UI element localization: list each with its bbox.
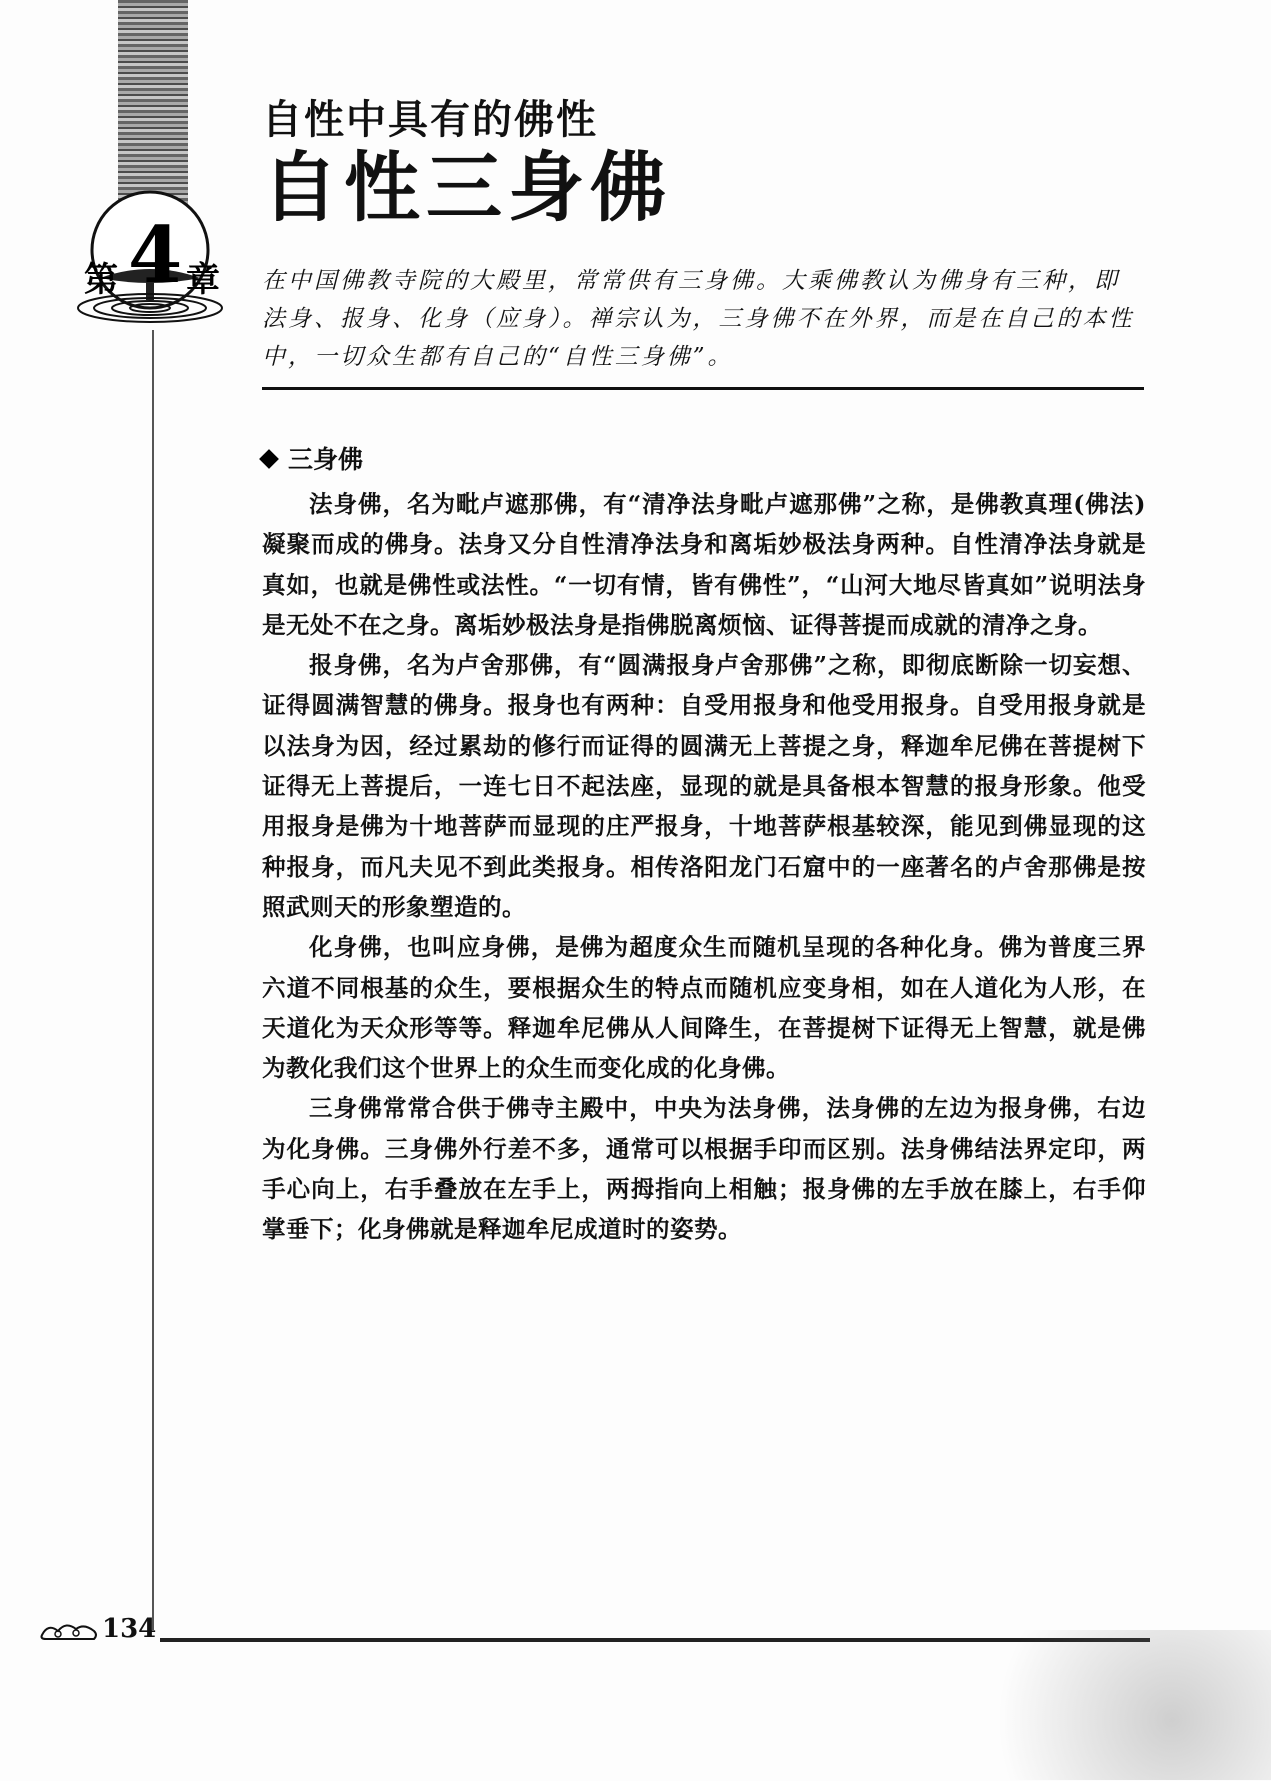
cloud-swirl-icon <box>38 1617 102 1645</box>
chapter-badge <box>70 190 230 340</box>
chapter-suffix: 章 <box>186 260 220 300</box>
page-number: 134 <box>102 1614 157 1644</box>
section-body <box>262 484 1146 1250</box>
decorative-band <box>118 0 188 210</box>
paragraph: 法身佛，名为毗卢遮那佛，有“清净法身毗卢遮那佛”之称，是佛教真理(佛法)凝聚而成的佛身。法身又分自性清净法身和离垢妙极法身两种。自性清净法身就是真如，也就是佛性或法性。“一切有情，皆有佛性”，“山河大地尽皆真如”说明法身是无处不在之身。离垢妙极法身是指佛脱离烦恼、证得菩提而成就的清净之身。 <box>262 490 1146 639</box>
chapter-intro: 在中国佛教寺院的大殿里，常常供有三身佛。大乘佛教认为佛身有三种，即法身、报身、化身（应身）。禅宗认为，三身佛不在外界，而是在自己的本性中，一切众生都有自己的“自性三身佛”。 <box>262 268 1135 370</box>
section-heading <box>262 440 363 476</box>
diamond-bullet-icon <box>259 449 279 469</box>
paragraph: 三身佛常常合供于佛寺主殿中，中央为法身佛，法身佛的左边为报身佛，右边为化身佛。三身佛外行差不多，通常可以根据手印而区别。法身佛结法界定印，两手心向上，右手叠放在左手上，两拇指向上相触；报身佛的左手放在膝上，右手仰掌垂下；化身佛就是释迦牟尼成道时的姿势。 <box>262 1094 1146 1244</box>
paragraph: 报身佛，名为卢舍那佛，有“圆满报身卢舍那佛”之称，即彻底断除一切妄想、证得圆满智慧的佛身。报身也有两种：自受用报身和他受用报身。自受用报身就是以法身为因，经过累劫的修行而证得的圆满无上菩提之身，释迦牟尼佛在菩提树下证得无上菩提后，一连七日不起法座，显现的就是具备根本智慧的报身形象。他受用报身是佛为十地菩萨而显现的庄严报身，十地菩萨根基较深，能见到佛显现的这种报身，而凡夫见不到此类报身。相传洛阳龙门石窟中的一座著名的卢舍那佛是按照武则天的形象塑造的。 <box>262 651 1146 921</box>
intro-divider <box>262 387 1144 390</box>
margin-line <box>152 330 154 1630</box>
chapter-number: 4 <box>128 210 183 301</box>
section-heading-text: 三身佛 <box>288 445 364 474</box>
scan-noise <box>941 1630 1271 1780</box>
paragraph: 化身佛，也叫应身佛，是佛为超度众生而随机呈现的各种化身。佛为普度三界六道不同根基的众生，要根据众生的特点而随机应变身相，如在人道化为人形，在天道化为天众形等等。释迦牟尼佛从人间降生，在菩提树下证得无上智慧，就是佛为教化我们这个世界上的众生而变化成的化身佛。 <box>262 933 1146 1083</box>
chapter-title: 自性三身佛 <box>262 143 672 232</box>
chapter-subtitle: 自性中具有的佛性 <box>262 96 598 143</box>
chapter-prefix: 第 <box>84 260 118 300</box>
